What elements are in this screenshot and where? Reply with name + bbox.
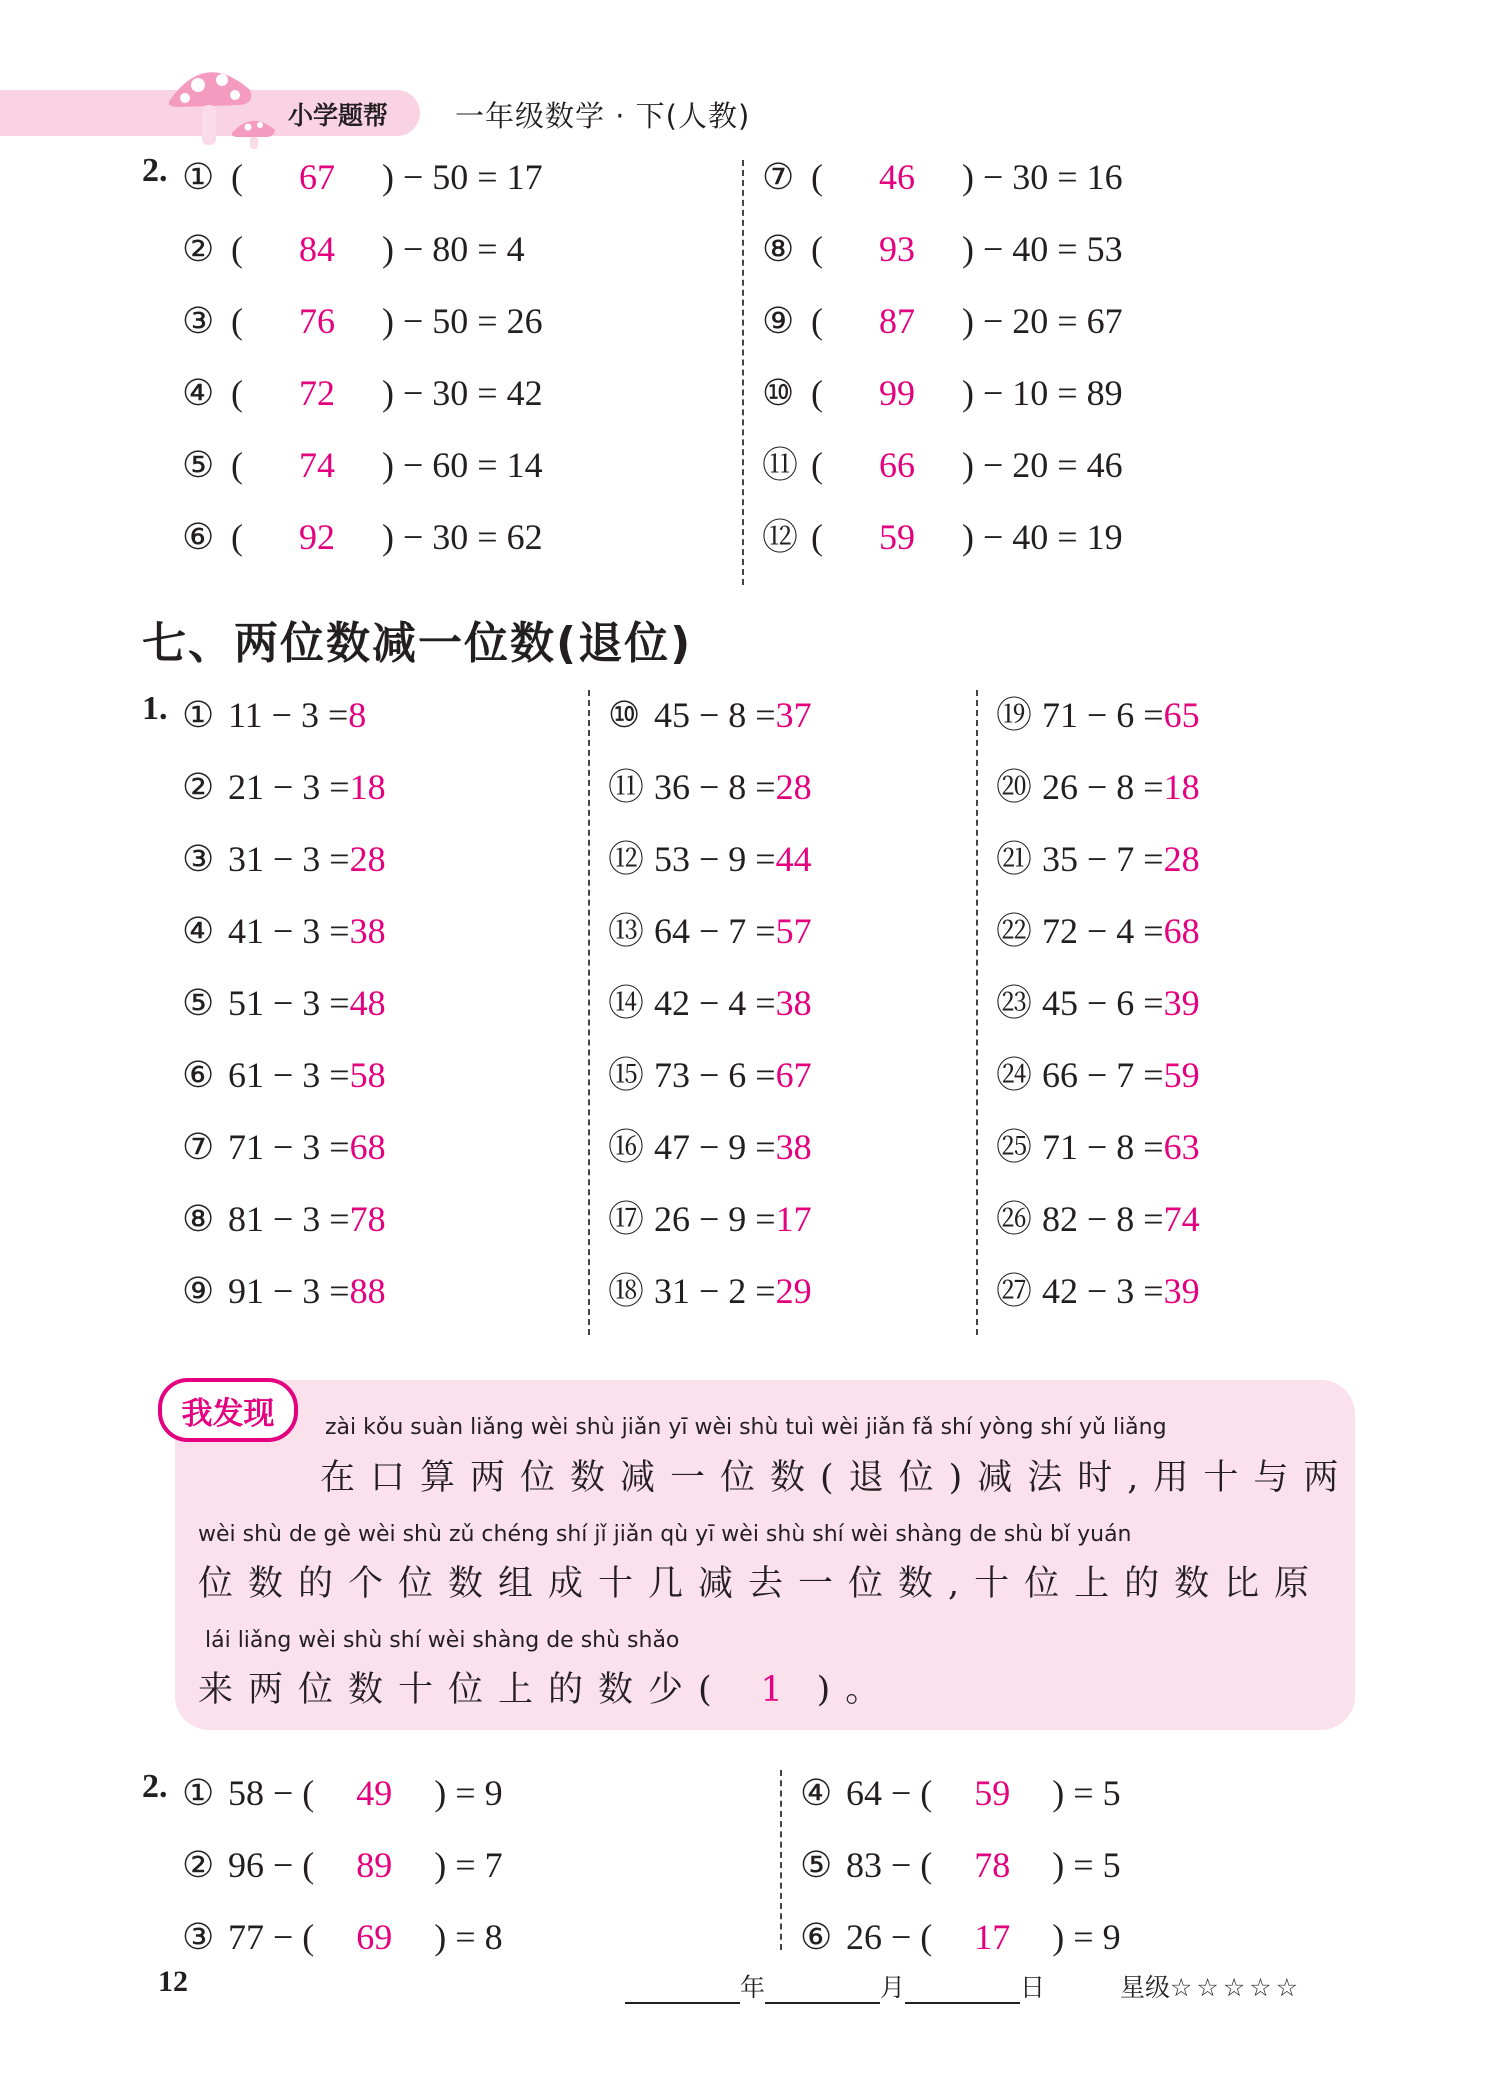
answer-value[interactable]: 44 bbox=[775, 839, 812, 879]
answer-value[interactable]: 63 bbox=[1163, 1127, 1200, 1167]
equation-row bbox=[608, 1266, 812, 1316]
answer-value[interactable]: 8 bbox=[348, 695, 367, 735]
equation-expr: 35 − 7 = bbox=[1042, 839, 1164, 879]
answer-blank[interactable]: 92 bbox=[299, 517, 335, 557]
item-number: ㉖ bbox=[996, 1199, 1033, 1239]
section-title: 七、两位数减一位数(退位) bbox=[142, 618, 693, 669]
answer-value[interactable]: 28 bbox=[349, 839, 386, 879]
answer-value[interactable]: 58 bbox=[349, 1055, 386, 1095]
item-number: ㉒ bbox=[996, 911, 1033, 951]
year-blank[interactable] bbox=[625, 1980, 740, 2004]
item-number: ⑲ bbox=[996, 695, 1033, 735]
item-number: ⑥ bbox=[182, 517, 215, 557]
brand-name: 小学题帮 bbox=[288, 101, 389, 130]
equation-row bbox=[996, 906, 1200, 956]
item-number: ② bbox=[182, 229, 215, 269]
equation-rest: ) = 8 bbox=[434, 1917, 503, 1957]
item-number: ⑪ bbox=[762, 445, 799, 485]
answer-value[interactable]: 18 bbox=[1163, 767, 1200, 807]
item-number: ⑤ bbox=[182, 445, 215, 485]
item-number: ⑫ bbox=[608, 839, 645, 879]
item-number: ⑳ bbox=[996, 767, 1033, 807]
open-paren: ( bbox=[811, 301, 823, 341]
pinyin-line-1: zài kǒu suàn liǎng wèi shù jiǎn yī wèi shù tuì wèi jiǎn fǎ shí yòng shí yǔ liǎng bbox=[325, 1415, 1167, 1440]
answer-value[interactable]: 74 bbox=[1163, 1199, 1200, 1239]
answer-blank[interactable]: 17 bbox=[974, 1917, 1011, 1957]
item-number: ⑤ bbox=[800, 1845, 833, 1885]
equation-expr: 82 − 8 = bbox=[1042, 1199, 1164, 1239]
equation-row bbox=[608, 1194, 812, 1244]
item-number: ② bbox=[182, 1845, 215, 1885]
item-number: ⑧ bbox=[182, 1199, 215, 1239]
item-number: ㉑ bbox=[996, 839, 1033, 879]
equation-expr: 66 − 7 = bbox=[1042, 1055, 1164, 1095]
equation-rest: ) = 5 bbox=[1052, 1845, 1121, 1885]
equation-expr: 21 − 3 = bbox=[228, 767, 350, 807]
equation-expr: 42 − 3 = bbox=[1042, 1271, 1164, 1311]
equation-row bbox=[182, 1840, 503, 1890]
item-number: ⑨ bbox=[762, 301, 795, 341]
answer-value[interactable]: 39 bbox=[1163, 983, 1200, 1023]
equation-row bbox=[762, 368, 1123, 418]
equation-row bbox=[762, 512, 1123, 562]
equation-pre: 83 − ( bbox=[846, 1845, 933, 1885]
equation-rest: ) = 5 bbox=[1052, 1773, 1121, 1813]
equation-expr: 26 − 9 = bbox=[654, 1199, 776, 1239]
equation-rest: ) − 30 = 42 bbox=[382, 373, 543, 413]
answer-value[interactable]: 28 bbox=[1163, 839, 1200, 879]
open-paren: ( bbox=[231, 517, 243, 557]
item-number: ⑯ bbox=[608, 1127, 645, 1167]
equation-expr: 73 − 6 = bbox=[654, 1055, 776, 1095]
item-number: ⑮ bbox=[608, 1055, 645, 1095]
column-divider bbox=[588, 690, 590, 1335]
item-number: ⑤ bbox=[182, 983, 215, 1023]
answer-blank[interactable]: 87 bbox=[879, 301, 915, 341]
open-paren: ( bbox=[231, 157, 243, 197]
equation-rest: ) − 30 = 62 bbox=[382, 517, 543, 557]
equation-rest: ) − 60 = 14 bbox=[382, 445, 543, 485]
equation-row bbox=[182, 296, 543, 346]
item-number: ㉕ bbox=[996, 1127, 1033, 1167]
equation-row bbox=[182, 224, 525, 274]
equation-rest: ) − 40 = 53 bbox=[962, 229, 1123, 269]
item-number: ㉓ bbox=[996, 983, 1033, 1023]
equation-expr: 26 − 8 = bbox=[1042, 767, 1164, 807]
answer-blank[interactable]: 69 bbox=[356, 1917, 393, 1957]
month-blank[interactable] bbox=[765, 1980, 880, 2004]
date-line bbox=[625, 1968, 1045, 2004]
equation-row bbox=[996, 690, 1200, 740]
equation-row bbox=[996, 1122, 1200, 1172]
equation-row bbox=[182, 1194, 386, 1244]
equation-expr: 72 − 4 = bbox=[1042, 911, 1164, 951]
equation-rest: ) − 20 = 67 bbox=[962, 301, 1123, 341]
item-number: ⑪ bbox=[608, 767, 645, 807]
equation-expr: 47 − 9 = bbox=[654, 1127, 776, 1167]
answer-value[interactable]: 29 bbox=[775, 1271, 812, 1311]
equation-row bbox=[182, 512, 543, 562]
question-number: 1. bbox=[142, 690, 168, 727]
item-number: ② bbox=[182, 767, 215, 807]
equation-row bbox=[996, 762, 1200, 812]
mushroom-icon bbox=[160, 55, 290, 150]
answer-blank[interactable]: 49 bbox=[356, 1773, 393, 1813]
discovery-text-3a: 来两位数十位上的数少( bbox=[198, 1670, 727, 1710]
answer-value[interactable]: 67 bbox=[775, 1055, 812, 1095]
item-number: ④ bbox=[800, 1773, 833, 1813]
answer-blank[interactable]: 89 bbox=[356, 1845, 393, 1885]
item-number: ⑫ bbox=[762, 517, 799, 557]
equation-row bbox=[182, 690, 366, 740]
question-number: 2. bbox=[142, 1768, 168, 1805]
open-paren: ( bbox=[811, 373, 823, 413]
item-number: ⑰ bbox=[608, 1199, 645, 1239]
equation-expr: 31 − 2 = bbox=[654, 1271, 776, 1311]
column-divider bbox=[976, 690, 978, 1335]
equation-pre: 77 − ( bbox=[228, 1917, 315, 1957]
equation-expr: 45 − 8 = bbox=[654, 695, 776, 735]
equation-rest: ) − 20 = 46 bbox=[962, 445, 1123, 485]
equation-row bbox=[608, 906, 812, 956]
rating-stars-icon[interactable]: ☆☆☆☆☆ bbox=[1170, 1973, 1303, 2002]
item-number: ① bbox=[182, 695, 215, 735]
column-divider bbox=[742, 160, 744, 585]
open-paren: ( bbox=[231, 301, 243, 341]
answer-blank[interactable]: 78 bbox=[974, 1845, 1011, 1885]
answer-value[interactable]: 39 bbox=[1163, 1271, 1200, 1311]
open-paren: ( bbox=[811, 517, 823, 557]
equation-row bbox=[182, 978, 386, 1028]
equation-rest: ) = 9 bbox=[434, 1773, 503, 1813]
day-blank[interactable] bbox=[905, 1980, 1020, 2004]
answer-blank[interactable]: 66 bbox=[879, 445, 915, 485]
year-label: 年 bbox=[740, 1973, 766, 2002]
equation-row bbox=[762, 224, 1123, 274]
equation-rest: ) − 40 = 19 bbox=[962, 517, 1123, 557]
pinyin-line-2: wèi shù de gè wèi shù zǔ chéng shí jǐ jiǎn qù yī wèi shù shí wèi shàng de shù bǐ yuán bbox=[198, 1522, 1132, 1547]
equation-rest: ) − 80 = 4 bbox=[382, 229, 525, 269]
answer-blank[interactable]: 59 bbox=[974, 1773, 1011, 1813]
equation-row bbox=[996, 1266, 1200, 1316]
equation-row bbox=[182, 834, 386, 884]
discovery-text-3b: )。 bbox=[816, 1670, 896, 1710]
answer-value[interactable]: 65 bbox=[1163, 695, 1200, 735]
answer-value[interactable]: 59 bbox=[1163, 1055, 1200, 1095]
equation-row bbox=[996, 1194, 1200, 1244]
equation-expr: 61 − 3 = bbox=[228, 1055, 350, 1095]
equation-row bbox=[182, 368, 543, 418]
equation-row bbox=[182, 1122, 386, 1172]
equation-row bbox=[182, 152, 543, 202]
discovery-text-line-3 bbox=[198, 1662, 895, 1712]
equation-row bbox=[608, 834, 812, 884]
equation-rest: ) = 9 bbox=[1052, 1917, 1121, 1957]
item-number: ㉔ bbox=[996, 1055, 1033, 1095]
equation-expr: 53 − 9 = bbox=[654, 839, 776, 879]
item-number: ⑨ bbox=[182, 1271, 215, 1311]
item-number: ① bbox=[182, 1773, 215, 1813]
discovery-text-line-1: 在口算两位数减一位数(退位)减法时,用十与两 bbox=[320, 1458, 1354, 1498]
equation-expr: 64 − 7 = bbox=[654, 911, 776, 951]
item-number: ① bbox=[182, 157, 215, 197]
answer-value[interactable]: 78 bbox=[349, 1199, 386, 1239]
equation-expr: 36 − 8 = bbox=[654, 767, 776, 807]
answer-value[interactable]: 38 bbox=[349, 911, 386, 951]
equation-pre: 26 − ( bbox=[846, 1917, 933, 1957]
equation-rest: ) = 7 bbox=[434, 1845, 503, 1885]
answer-value[interactable]: 57 bbox=[775, 911, 812, 951]
open-paren: ( bbox=[811, 229, 823, 269]
answer-value[interactable]: 18 bbox=[349, 767, 386, 807]
item-number: ⑩ bbox=[608, 695, 641, 735]
answer-value[interactable]: 28 bbox=[775, 767, 812, 807]
equation-row bbox=[996, 978, 1200, 1028]
item-number: ③ bbox=[182, 839, 215, 879]
equation-row bbox=[762, 152, 1123, 202]
answer-blank[interactable]: 93 bbox=[879, 229, 915, 269]
open-paren: ( bbox=[231, 445, 243, 485]
answer-blank[interactable]: 67 bbox=[299, 157, 335, 197]
page-number: 12 bbox=[158, 1965, 188, 1998]
equation-expr: 71 − 8 = bbox=[1042, 1127, 1164, 1167]
item-number: ⑦ bbox=[182, 1127, 215, 1167]
day-label: 日 bbox=[1020, 1973, 1046, 2002]
equation-expr: 91 − 3 = bbox=[228, 1271, 350, 1311]
answer-value[interactable]: 48 bbox=[349, 983, 386, 1023]
equation-row bbox=[800, 1768, 1121, 1818]
item-number: ⑦ bbox=[762, 157, 795, 197]
equation-expr: 11 − 3 = bbox=[228, 695, 349, 735]
equation-pre: 64 − ( bbox=[846, 1773, 933, 1813]
equation-expr: 41 − 3 = bbox=[228, 911, 350, 951]
equation-rest: ) − 50 = 17 bbox=[382, 157, 543, 197]
equation-row bbox=[182, 440, 543, 490]
equation-expr: 42 − 4 = bbox=[654, 983, 776, 1023]
item-number: ⑬ bbox=[608, 911, 645, 951]
equation-row bbox=[800, 1840, 1121, 1890]
answer-blank[interactable]: 59 bbox=[879, 517, 915, 557]
equation-row bbox=[608, 690, 812, 740]
question-number: 2. bbox=[142, 152, 168, 189]
equation-rest: ) − 50 = 26 bbox=[382, 301, 543, 341]
equation-row bbox=[182, 1912, 503, 1962]
answer-blank[interactable]: 76 bbox=[299, 301, 335, 341]
equation-row bbox=[762, 296, 1123, 346]
equation-expr: 71 − 6 = bbox=[1042, 695, 1164, 735]
answer-value[interactable]: 38 bbox=[775, 983, 812, 1023]
open-paren: ( bbox=[231, 229, 243, 269]
item-number: ㉗ bbox=[996, 1271, 1033, 1311]
answer-value[interactable]: 37 bbox=[775, 695, 812, 735]
item-number: ⑱ bbox=[608, 1271, 645, 1311]
column-divider bbox=[780, 1770, 782, 1950]
answer-value[interactable]: 68 bbox=[1163, 911, 1200, 951]
month-label: 月 bbox=[880, 1973, 906, 2002]
rating-label: 星级 bbox=[1120, 1973, 1171, 2002]
item-number: ⑥ bbox=[800, 1917, 833, 1957]
item-number: ⑧ bbox=[762, 229, 795, 269]
equation-row bbox=[608, 978, 812, 1028]
answer-value[interactable]: 38 bbox=[775, 1127, 812, 1167]
equation-row bbox=[800, 1912, 1121, 1962]
equation-row bbox=[608, 762, 812, 812]
item-number: ④ bbox=[182, 373, 215, 413]
open-paren: ( bbox=[811, 445, 823, 485]
answer-blank[interactable]: 46 bbox=[879, 157, 915, 197]
equation-pre: 96 − ( bbox=[228, 1845, 315, 1885]
pinyin-line-3: lái liǎng wèi shù shí wèi shàng de shù shǎo bbox=[205, 1628, 680, 1653]
equation-row bbox=[182, 762, 386, 812]
book-title: 一年级数学 · 下(人教) bbox=[455, 99, 751, 133]
rating bbox=[1120, 1968, 1302, 2004]
equation-rest: ) − 10 = 89 bbox=[962, 373, 1123, 413]
discovery-text-line-2: 位数的个位数组成十几减去一位数,十位上的数比原 bbox=[198, 1564, 1325, 1604]
equation-row bbox=[762, 440, 1123, 490]
equation-row bbox=[182, 906, 386, 956]
open-paren: ( bbox=[811, 157, 823, 197]
equation-expr: 81 − 3 = bbox=[228, 1199, 350, 1239]
equation-rest: ) − 30 = 16 bbox=[962, 157, 1123, 197]
discovery-label: 我发现 bbox=[158, 1378, 298, 1442]
answer-blank[interactable]: 74 bbox=[299, 445, 335, 485]
item-number: ⑩ bbox=[762, 373, 795, 413]
discovery-answer: 1 bbox=[760, 1670, 783, 1710]
equation-pre: 58 − ( bbox=[228, 1773, 315, 1813]
answer-blank[interactable]: 99 bbox=[879, 373, 915, 413]
equation-expr: 31 − 3 = bbox=[228, 839, 350, 879]
item-number: ④ bbox=[182, 911, 215, 951]
open-paren: ( bbox=[231, 373, 243, 413]
answer-value[interactable]: 88 bbox=[349, 1271, 386, 1311]
equation-expr: 45 − 6 = bbox=[1042, 983, 1164, 1023]
equation-row bbox=[182, 1266, 386, 1316]
equation-expr: 71 − 3 = bbox=[228, 1127, 350, 1167]
equation-row bbox=[182, 1050, 386, 1100]
answer-value[interactable]: 68 bbox=[349, 1127, 386, 1167]
equation-row bbox=[182, 1768, 503, 1818]
item-number: ⑥ bbox=[182, 1055, 215, 1095]
equation-expr: 51 − 3 = bbox=[228, 983, 350, 1023]
answer-blank[interactable]: 72 bbox=[299, 373, 335, 413]
answer-value[interactable]: 17 bbox=[775, 1199, 812, 1239]
answer-blank[interactable]: 84 bbox=[299, 229, 335, 269]
item-number: ③ bbox=[182, 301, 215, 341]
equation-row bbox=[996, 834, 1200, 884]
equation-row bbox=[996, 1050, 1200, 1100]
item-number: ⑭ bbox=[608, 983, 645, 1023]
equation-row bbox=[608, 1050, 812, 1100]
equation-row bbox=[608, 1122, 812, 1172]
item-number: ③ bbox=[182, 1917, 215, 1957]
